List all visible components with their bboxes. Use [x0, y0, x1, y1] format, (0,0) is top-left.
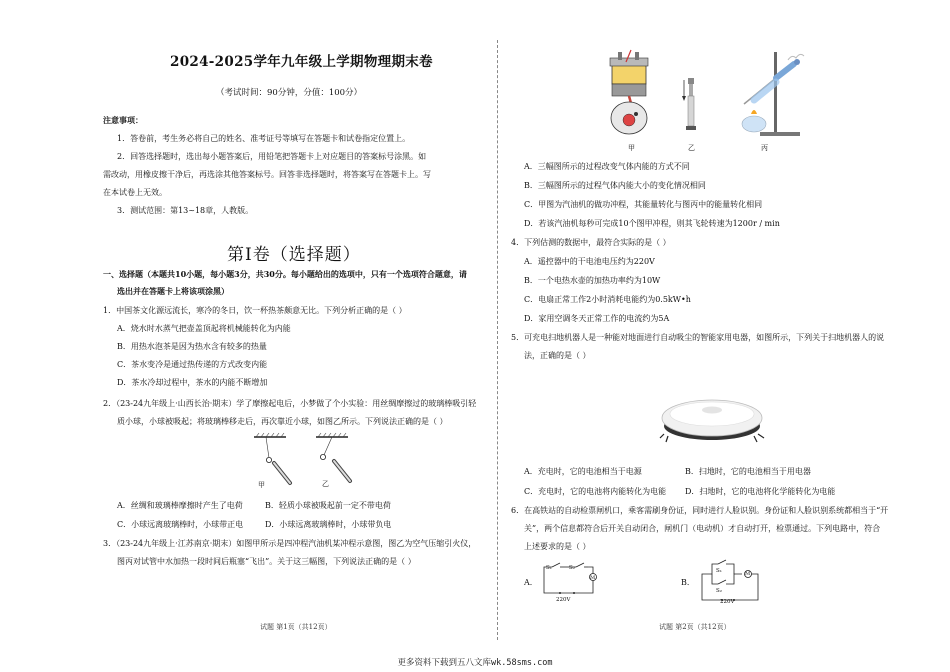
- q3-option-a: A．三幅图所示的过程改变气体内能的方式不同: [524, 162, 690, 171]
- q3-figure-compressor: [680, 76, 700, 138]
- q1-option-b: B．用热水泡茶是因为热水含有较多的热量: [117, 342, 267, 351]
- q3-fig-label-yi: 乙: [688, 144, 695, 152]
- exam-info: （考试时间：90分钟，分值：100分）: [216, 88, 363, 98]
- q6-a-motor: M: [590, 575, 596, 581]
- q3-option-b: B．三幅图所示的过程气体内能大小的变化情况相同: [524, 181, 706, 190]
- page-divider: [497, 40, 498, 640]
- q3-option-c: C．甲图为汽油机的做功冲程，其能量转化与图丙中的能量转化相同: [524, 200, 763, 209]
- q4-option-d: D．家用空调冬天正常工作的电流约为5A: [524, 314, 670, 323]
- q6-stem-a: 6．在高铁站的自动检票闸机口，乘客需刷身份证，同时进行人脸识别。身份证和人脸识别系统都相当于“开: [511, 506, 889, 515]
- q6-a-switch-s1: S₁: [546, 565, 552, 571]
- q3-stem-b: 图丙对试管中水加热一段时间后瓶塞“飞出”。关于这三幅图，下列说法正确的是（ ）: [117, 557, 416, 566]
- section-title: 第Ⅰ卷（选择题）: [227, 245, 361, 265]
- q6-b-switch-s1: S₁: [716, 568, 722, 574]
- q4-stem: 4．下列估测的数据中，最符合实际的是（ ）: [511, 238, 671, 247]
- q2-option-d: D．小球远离玻璃棒时，小球带负电: [265, 520, 392, 529]
- notice-line-3: 3．测试范围：第13~18章，人教版。: [117, 206, 254, 215]
- q4-option-b: B．一个电热水壶的加热功率约为10W: [524, 276, 661, 285]
- q6-stem-c: 上述要求的是（ ）: [524, 542, 591, 551]
- q6-b-switch-s2: S₂: [716, 588, 722, 594]
- q5-robot-vacuum-image: [658, 378, 766, 444]
- notice-line-2b: 需改动，用橡皮擦干净后，再选涂其他答案标号。回答非选择题时，将答案写在答题卡上。写: [103, 170, 431, 179]
- q5-option-b: B．扫地时，它的电池相当于用电器: [685, 467, 811, 476]
- q6-circuit-a-label: A．: [524, 578, 538, 587]
- q6-circuit-b-label: B．: [681, 578, 695, 587]
- q2-option-b: B．轻质小球被吸起前一定不带电荷: [265, 501, 391, 510]
- q3-stem-a: 3．（23-24九年级上·江苏南京·期末）如图甲所示是四冲程汽油机某冲程示意图，图乙为空气压缩引火仪，: [103, 539, 477, 548]
- q2-stem-b: 质小球，小球被吸起；将玻璃棒移走后，再次靠近小球，如图乙所示。下列说法正确的是（ ）: [117, 417, 448, 426]
- q3-fig-label-bing: 丙: [761, 144, 768, 152]
- q3-figure-heating: [734, 48, 804, 140]
- q1-option-a: A．烧水时水蒸气把壶盖顶起将机械能转化为内能: [117, 324, 291, 333]
- section-intro-a: 一、选择题（本题共10小题，每小题3分，共30分。每小题给出的选项中，只有一个选项符合题意，请: [103, 269, 467, 279]
- page-2-footer: 试题 第2页（共12页）: [659, 623, 731, 631]
- q3-figure-engine: [604, 50, 654, 140]
- q5-option-d: D．扫地时，它的电池将化学能转化为电能: [685, 487, 836, 496]
- q1-option-c: C．茶水变冷是通过热传递的方式改变内能: [117, 360, 268, 369]
- notice-line-2a: 2．回答选择题时，选出每小题答案后，用铅笔把答题卡上对应题目的答案标号涂黑。如: [117, 152, 427, 161]
- q1-option-d: D．茶水冷却过程中，茶水的内能不断增加: [117, 378, 268, 387]
- q5-option-c: C．充电时，它的电池将内能转化为电能: [524, 487, 667, 496]
- q5-stem-b: 法，正确的是（ ）: [524, 351, 591, 360]
- q5-option-a: A．充电时，它的电池相当于电源: [524, 467, 642, 476]
- q4-option-c: C．电扇正常工作2小时消耗电能约为0.5kW•h: [524, 295, 691, 304]
- q2-option-c: C．小球远离玻璃棒时，小球带正电: [117, 520, 244, 529]
- notice-line-2c: 在本试卷上无效。: [103, 188, 167, 197]
- q2-fig-label-jia: 甲: [258, 481, 265, 489]
- notice-line-1: 1．答卷前，考生务必将自己的姓名、准考证号等填写在答题卡和试卷指定位置上。: [117, 134, 411, 143]
- q4-option-a: A．遥控器中的干电池电压约为220V: [524, 257, 655, 266]
- q6-b-voltage: 220V: [720, 599, 735, 605]
- page-1-footer: 试题 第1页（共12页）: [260, 623, 332, 631]
- q6-b-motor: M: [745, 571, 751, 577]
- q6-circuit-a: [538, 563, 634, 603]
- q6-stem-b: 关”，两个信息都符合后开关自动闭合，闸机门（电动机）才自动打开，检票通过。下列电路中，符合: [524, 524, 881, 533]
- q1-stem: 1．中国茶文化源远流长，寒冷的冬日，饮一杯热茶颇意无比。下列分析正确的是（ ）: [103, 306, 407, 315]
- q2-stem-a: 2．（23-24九年级上·山西长治·期末）学了摩擦起电后，小梦做了个小实验：用丝绸摩擦过的玻璃棒吸引轻: [103, 399, 477, 408]
- section-intro-b: 选出并在答题卡上将该项涂黑）: [117, 286, 229, 296]
- page-title: 2024-2025学年九年级上学期物理期末卷: [170, 54, 433, 70]
- q3-fig-label-jia: 甲: [628, 144, 635, 152]
- notice-heading: 注意事项：: [103, 115, 143, 125]
- download-banner[interactable]: 更多资料下载到五八文库wk.58sms.com: [397, 658, 553, 668]
- q6-a-switch-s2: S₂: [569, 565, 575, 571]
- q2-option-a: A．丝绸和玻璃棒摩擦时产生了电荷: [117, 501, 243, 510]
- q2-fig-label-yi: 乙: [322, 480, 329, 488]
- q6-a-voltage: 220V: [556, 597, 571, 603]
- q5-stem-a: 5．可充电扫地机器人是一种能对地面进行自动吸尘的智能家用电器，如图所示，下列关于扫地机器人的说: [511, 333, 885, 342]
- q3-option-d: D．若该汽油机每秒可完成10个图甲冲程，则其飞轮转速为1200r / min: [524, 219, 780, 228]
